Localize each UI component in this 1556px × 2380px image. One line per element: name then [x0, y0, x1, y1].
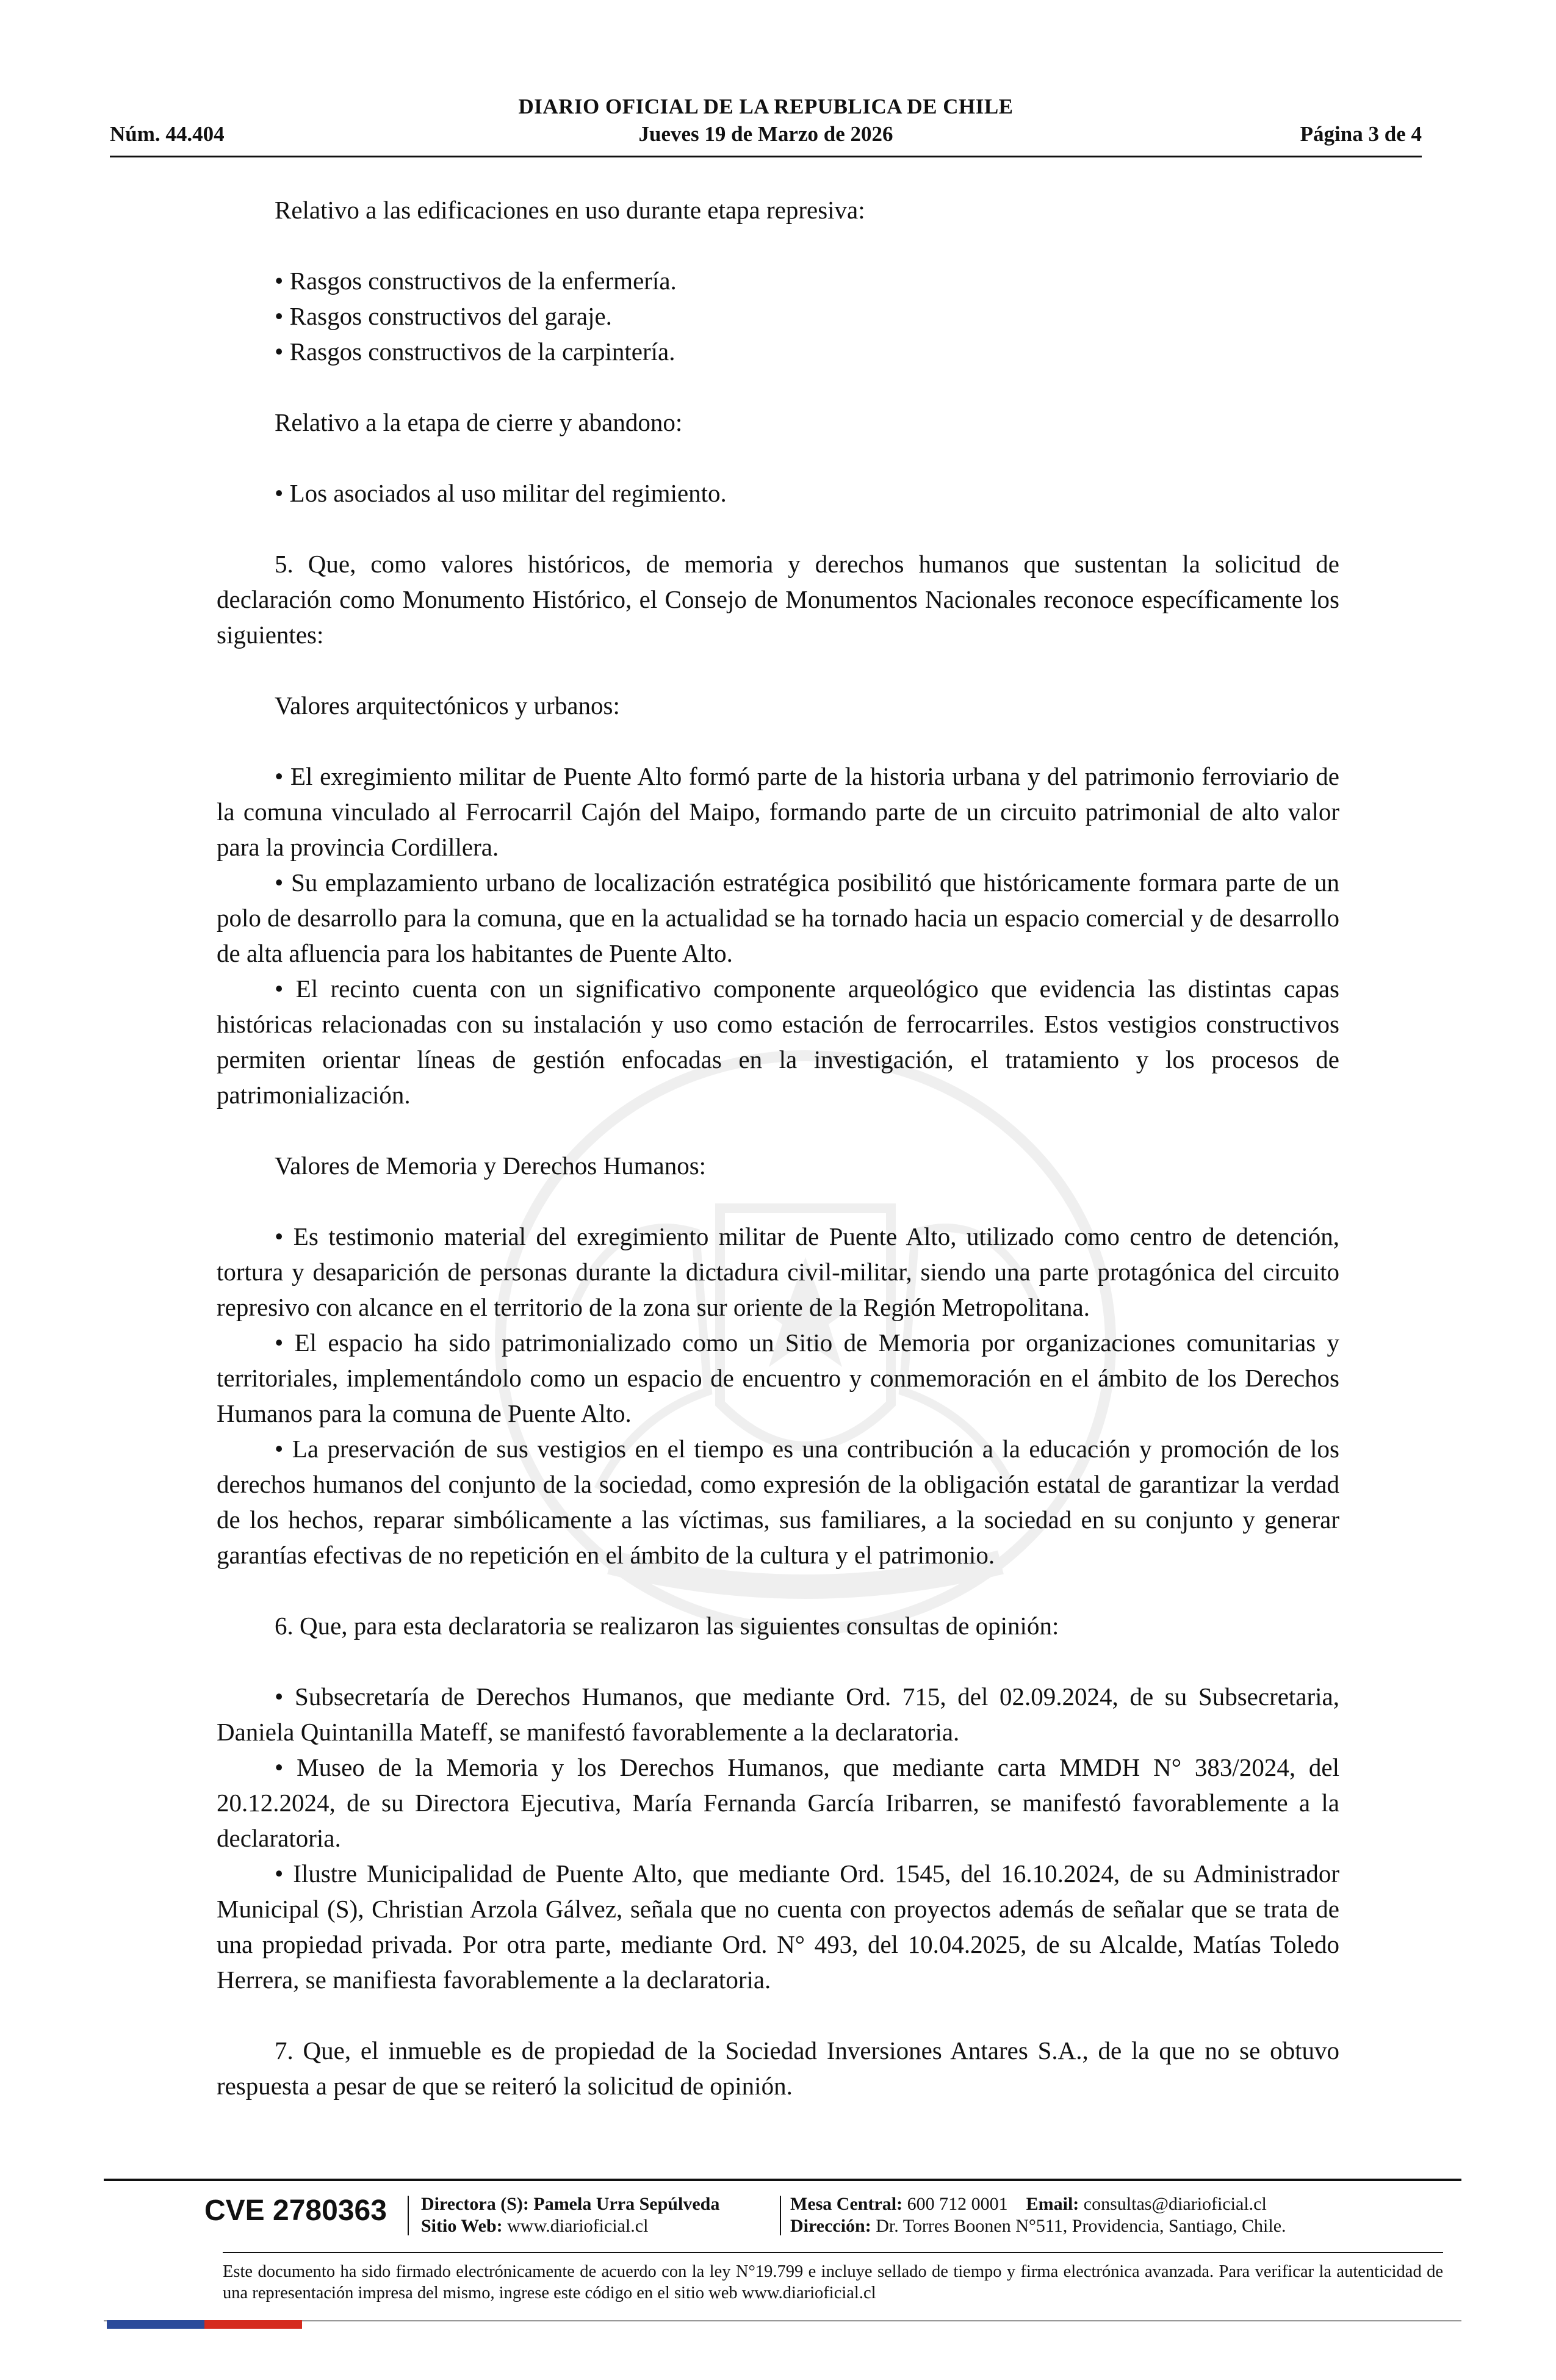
mesa-phone: 600 712 0001 — [907, 2194, 1008, 2214]
footer-divider — [104, 2179, 1461, 2181]
paragraph: 5. Que, como valores históricos, de memoria y derechos humanos que sustentan la solicitud de declaración como Monumento Histórico, el Consejo de Monumentos Nacionales reconoce específicamente los siguientes: — [217, 550, 1339, 649]
list-item: • Es testimonio material del exregimiento militar de Puente Alto, utilizado como centro de detención, tortura y desaparición de personas durante la dictadura civil-militar, siendo una parte protagónica del circuito represivo con alcance en el territorio de la zona sur oriente de la Región Metropolitana. — [217, 1222, 1339, 1321]
address-value: Dr. Torres Boonen N°511, Providencia, Santiago, Chile. — [876, 2216, 1286, 2236]
page-indicator: Página 3 de 4 — [1300, 122, 1422, 146]
director-block — [421, 2193, 719, 2237]
email-link[interactable]: consultas@diarioficial.cl — [1083, 2194, 1267, 2214]
paragraph: Relativo a las edificaciones en uso durante etapa represiva: — [275, 196, 865, 224]
footer-divider — [223, 2252, 1443, 2253]
newspaper-title: DIARIO OFICIAL DE LA REPUBLICA DE CHILE — [518, 95, 1014, 118]
paragraph: 7. Que, el inmueble es de propiedad de la Sociedad Inversiones Antares S.A., de la que no se obtuvo respuesta a pesar de que se reiteró la solicitud de opinión. — [217, 2036, 1339, 2100]
header-info-row — [110, 122, 1422, 150]
section-heading: Valores arquitectónicos y urbanos: — [275, 691, 620, 719]
paragraph: Relativo a la etapa de cierre y abandono: — [275, 408, 683, 436]
legal-notice: Este documento ha sido firmado electrónicamente de acuerdo con la ley N°19.799 e incluye sellado de tiempo y firma electrónica avanzada. Para verificar la autenticidad de una representación impresa del mismo, ingrese este código en el sitio web www.diarioficial.cl — [223, 2262, 1443, 2302]
footer-separator — [780, 2196, 781, 2235]
email-label: Email: — [1026, 2194, 1079, 2214]
page-header — [110, 95, 1422, 157]
list-item: • El exregimiento militar de Puente Alto formó parte de la historia urbana y del patrimonio ferroviario de la comuna vinculado al Ferrocarril Cajón del Maipo, formando parte de un circuito patrimonial de alto valor para la provincia Cordillera. — [217, 762, 1339, 861]
site-link[interactable]: www.diarioficial.cl — [507, 2216, 649, 2236]
paragraph: 6. Que, para esta declaratoria se realizaron las siguientes consultas de opinión: — [275, 1612, 1059, 1640]
list-item: • Su emplazamiento urbano de localización estratégica posibilitó que históricamente formara parte de un polo de desarrollo para la comuna, que en la actualidad se ha tornado hacia un espacio comercial y de desarrollo de alta afluencia para los habitantes de Puente Alto. — [217, 868, 1339, 967]
list-item: • Ilustre Municipalidad de Puente Alto, que mediante Ord. 1545, del 16.10.2024, de su Administrador Municipal (S), Christian Arzola Gálvez, señala que no cuenta con proyectos además de señalar que se trata de una propiedad privada. Por otra parte, mediante Ord. N° 493, del 10.04.2025, de su Alcalde, Matías Toledo Herrera, se manifiesta favorablemente a la declaratoria. — [217, 1859, 1339, 1994]
footer-divider — [104, 2320, 1461, 2321]
cve-code: CVE 2780363 — [204, 2194, 387, 2227]
address-label: Dirección: — [790, 2216, 871, 2236]
flag-blue-segment — [107, 2320, 204, 2329]
footer-separator — [408, 2196, 409, 2235]
director-name: Directora (S): Pamela Urra Sepúlveda — [421, 2194, 720, 2214]
mesa-label: Mesa Central: — [790, 2194, 903, 2214]
list-item: • La preservación de sus vestigios en el tiempo es una contribución a la educación y promoción de los derechos humanos del conjunto de la sociedad, como expresión de la obligación estatal de garantizar la verdad de los hechos, reparar simbólicamente a las víctimas, sus familiares, a la sociedad en su conjunto y generar garantías efectivas de no repetición en el ámbito de la cultura y el patrimonio. — [217, 1435, 1339, 1569]
list-item: • Museo de la Memoria y los Derechos Humanos, que mediante carta MMDH N° 383/2024, del 20.12.2024, de su Directora Ejecutiva, María Fernanda García Iribarren, se manifestó favorablemente a la declaratoria. — [217, 1753, 1339, 1852]
contact-block — [790, 2193, 1286, 2237]
issue-date: Jueves 19 de Marzo de 2026 — [638, 122, 893, 146]
list-item: • Rasgos constructivos de la carpintería. — [275, 337, 675, 366]
list-item: • Subsecretaría de Derechos Humanos, que mediante Ord. 715, del 02.09.2024, de su Subsecretaria, Daniela Quintanilla Mateff, se manifestó favorablemente a la declaratoria. — [217, 1682, 1339, 1746]
issue-number: Núm. 44.404 — [110, 122, 225, 146]
document-body — [217, 192, 1339, 2104]
chile-flag-stripe — [107, 2320, 302, 2329]
site-label: Sitio Web: — [421, 2216, 503, 2236]
list-item: • El recinto cuenta con un significativo componente arqueológico que evidencia las distintas capas históricas relacionadas con su instalación y uso como estación de ferrocarriles. Estos vestigios constructivos permiten orientar líneas de gestión enfocadas en la investigación, el tratamiento y los procesos de patrimonialización. — [217, 975, 1339, 1109]
list-item: • Rasgos constructivos de la enfermería. — [275, 267, 677, 295]
list-item: • Rasgos constructivos del garaje. — [275, 302, 612, 330]
list-item: • El espacio ha sido patrimonializado como un Sitio de Memoria por organizaciones comunitarias y territoriales, implementándolo como un espacio de encuentro y conmemoración en el ámbito de los Derechos Humanos para la comuna de Puente Alto. — [217, 1329, 1339, 1427]
section-heading: Valores de Memoria y Derechos Humanos: — [275, 1152, 707, 1180]
list-item: • Los asociados al uso militar del regimiento. — [275, 479, 727, 507]
flag-red-segment — [204, 2320, 302, 2329]
